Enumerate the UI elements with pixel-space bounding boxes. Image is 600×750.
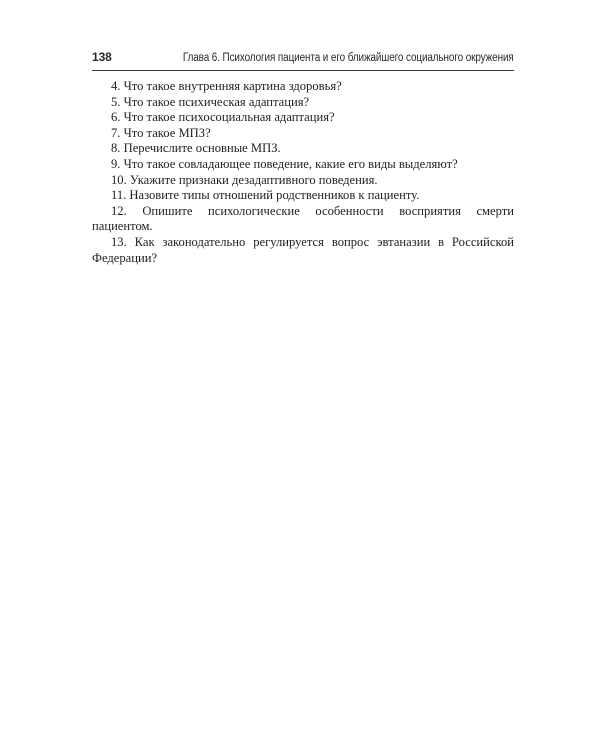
question-list xyxy=(92,79,514,266)
question-item: 7. Что такое МПЗ? xyxy=(111,125,211,140)
question-item: 4. Что такое внутренняя картина здоровья? xyxy=(111,79,342,93)
question-item: 11. Назовите типы отношений родственников к пациенту. xyxy=(111,188,420,203)
running-head xyxy=(92,50,514,70)
question-item: 12. Опишите психологические особенности восприятия смерти пациентом. xyxy=(92,203,514,234)
chapter-title: Глава 6. Психология пациента и его ближайшего социального окружения xyxy=(183,52,514,64)
page-number: 138 xyxy=(92,50,112,64)
question-item: 9. Что такое совладающее поведение, какие его виды выделяют? xyxy=(111,156,458,171)
question-item: 13. Как законодательно регулируется вопрос эвтаназии в Российской Федерации? xyxy=(92,234,514,265)
question-item: 6. Что такое психосоциальная адаптация? xyxy=(111,110,335,125)
header-rule xyxy=(92,70,514,71)
question-item: 10. Укажите признаки дезадаптивного поведения. xyxy=(111,172,378,187)
question-item: 5. Что такое психическая адаптация? xyxy=(111,94,310,109)
question-item: 8. Перечислите основные МПЗ. xyxy=(111,141,281,156)
